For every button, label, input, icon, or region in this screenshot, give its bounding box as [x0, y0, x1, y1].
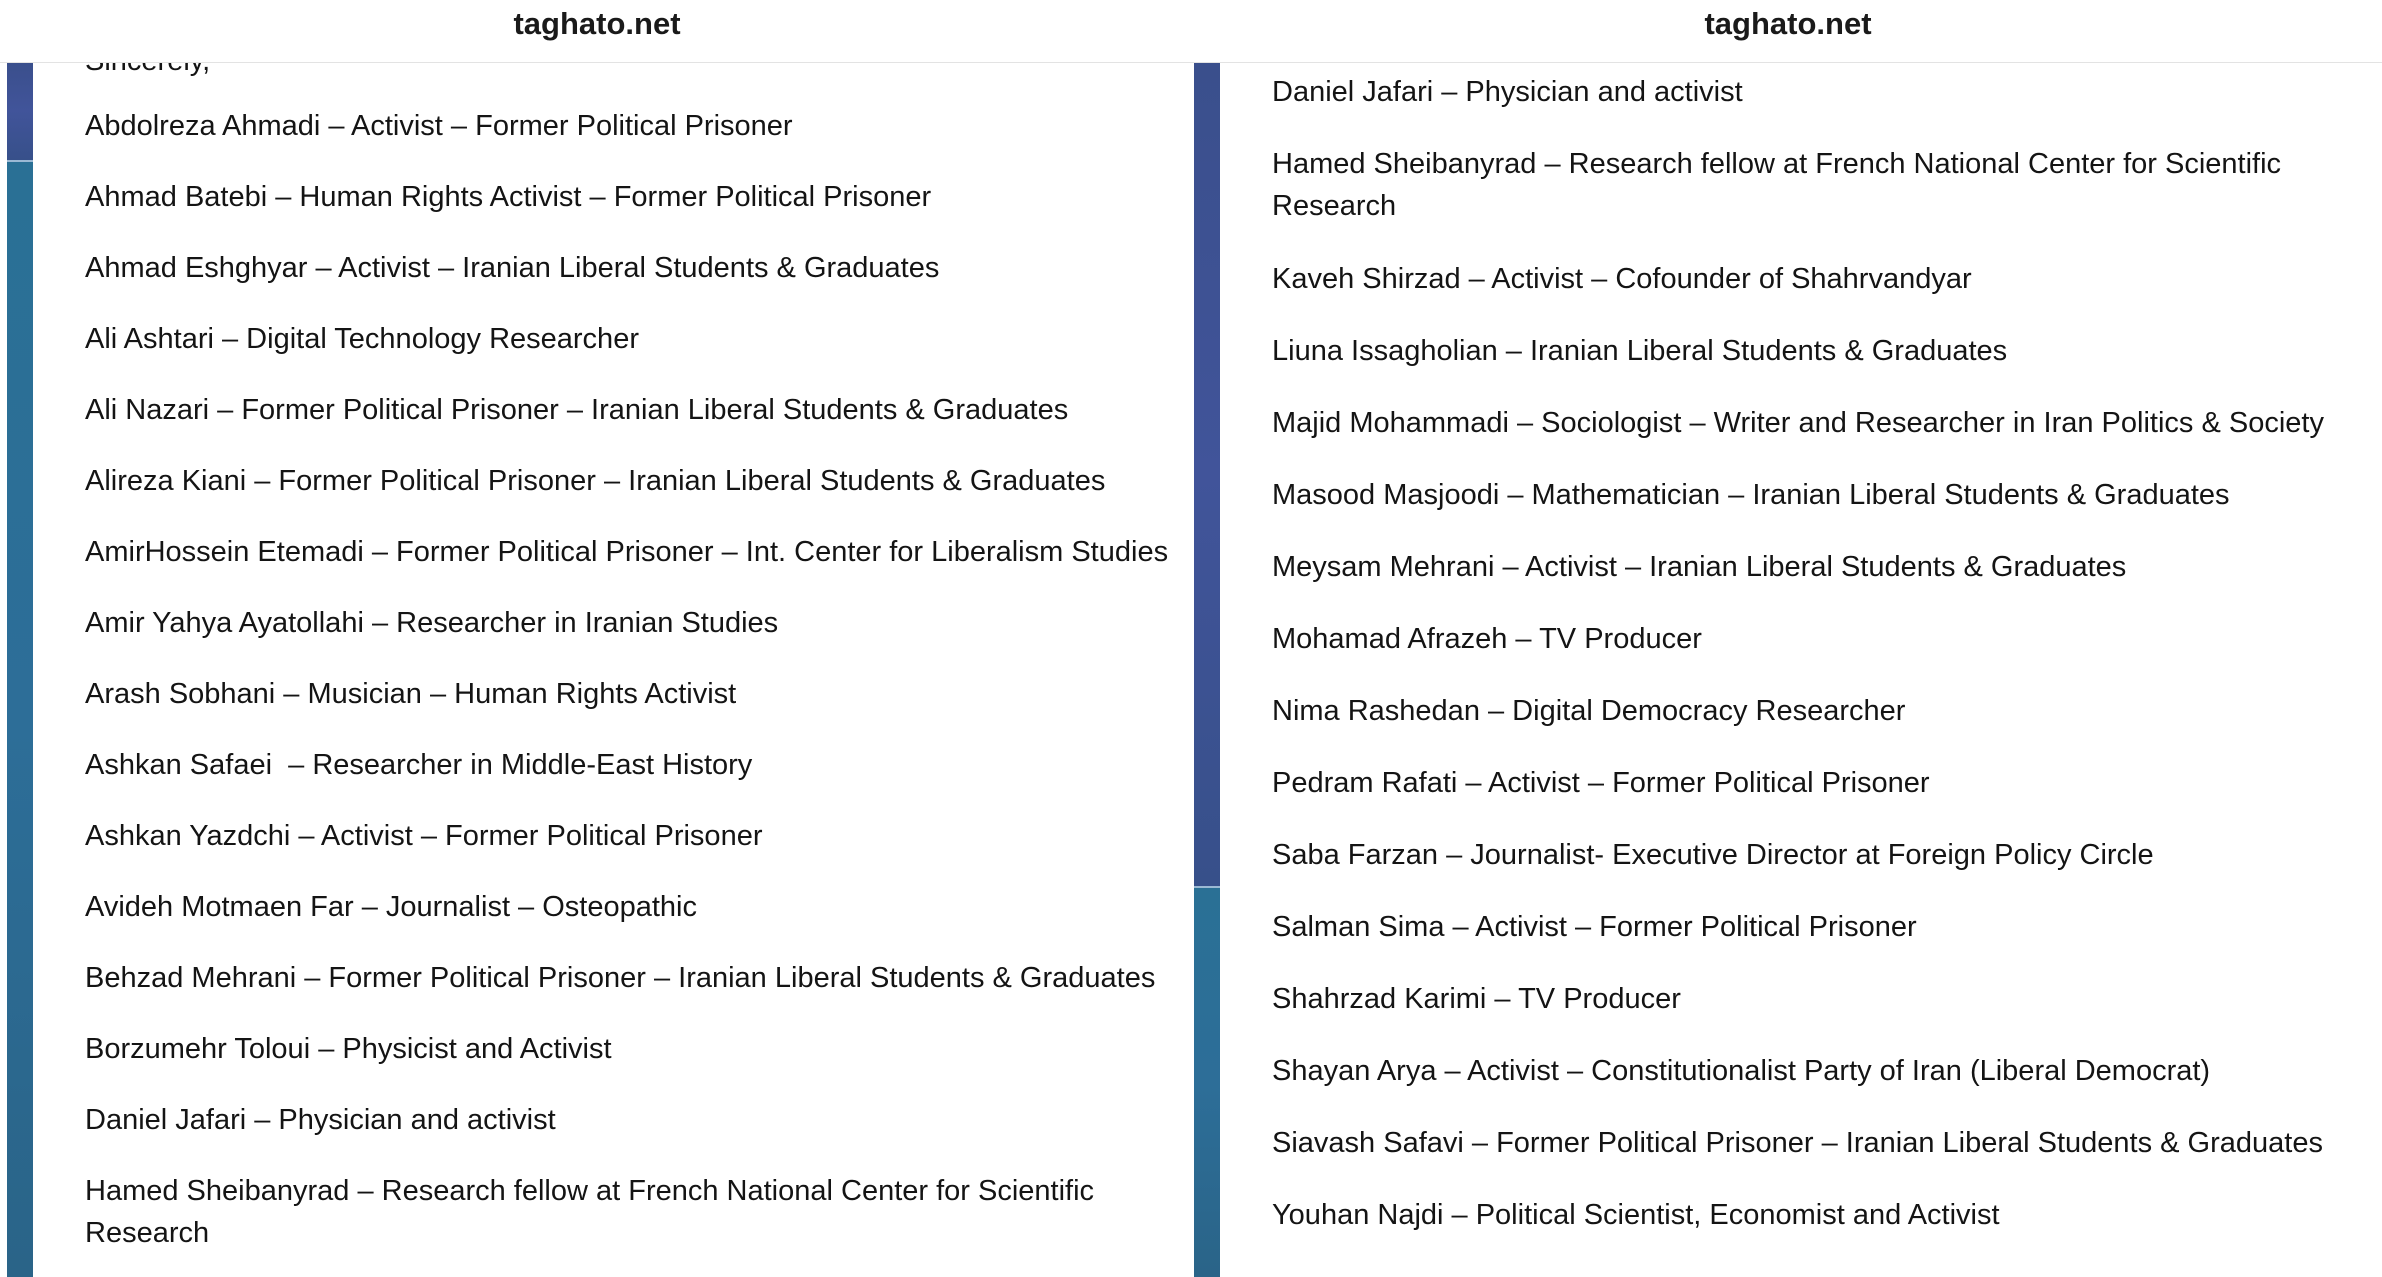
list-item: Daniel Jafari – Physician and activist: [85, 1104, 556, 1136]
list-item: Daniel Jafari – Physician and activist: [1272, 76, 1743, 108]
list-item: AmirHossein Etemadi – Former Political Prisoner – Int. Center for Liberalism Studies: [85, 536, 1169, 568]
list-item: Ahmad Eshghyar – Activist – Iranian Liberal Students & Graduates: [85, 252, 940, 284]
list-item: Ashkan Yazdchi – Activist – Former Political Prisoner: [85, 820, 763, 852]
list-item: Avideh Motmaen Far – Journalist – Osteopathic: [85, 891, 698, 923]
list-item: Ahmad Batebi – Human Rights Activist – Former Political Prisoner: [85, 181, 932, 213]
list-item: Ashkan Safaei – Researcher in Middle-East History: [85, 749, 753, 781]
list-item: Kaveh Shirzad – Activist – Cofounder of Shahrvandyar: [1272, 263, 1972, 295]
list-item: Siavash Safavi – Former Political Prisoner – Iranian Liberal Students & Graduates: [1272, 1127, 2323, 1159]
list-item: Ali Ashtari – Digital Technology Researcher: [85, 323, 639, 355]
list-item: Amir Yahya Ayatollahi – Researcher in Iranian Studies: [85, 607, 779, 639]
page-url: taghato.net: [1704, 6, 1872, 41]
list-item: Arash Sobhani – Musician – Human Rights Activist: [85, 678, 737, 710]
list-item: Alireza Kiani – Former Political Prisoner – Iranian Liberal Students & Graduates: [85, 465, 1106, 497]
list-item: Borzumehr Toloui – Physicist and Activist: [85, 1033, 612, 1065]
list-item: Hamed Sheibanyrad – Research fellow at French National Center for Scientific Research: [85, 1175, 1095, 1249]
left-signatory-list[interactable]: [0, 62, 1194, 1277]
list-item: Shahrzad Karimi – TV Producer: [1272, 983, 1681, 1015]
page-url: taghato.net: [513, 6, 681, 41]
list-item: Ali Nazari – Former Political Prisoner – Iranian Liberal Students & Graduates: [85, 394, 1069, 426]
address-bar[interactable]: [1194, 0, 2382, 63]
list-item: Youhan Najdi – Political Scientist, Economist and Activist: [1272, 1199, 2000, 1231]
list-item: Nima Rashedan – Digital Democracy Researcher: [1272, 695, 1906, 727]
list-item: Meysam Mehrani – Activist – Iranian Liberal Students & Graduates: [1272, 551, 2127, 583]
list-item: Saba Farzan – Journalist- Executive Director at Foreign Policy Circle: [1272, 839, 2154, 871]
list-item: Majid Mohammadi – Sociologist – Writer and Researcher in Iran Politics & Society: [1272, 407, 2324, 439]
list-item: Mohamad Afrazeh – TV Producer: [1272, 623, 1702, 655]
list-item: Salman Sima – Activist – Former Political Prisoner: [1272, 911, 1917, 943]
list-item: Pedram Rafati – Activist – Former Political Prisoner: [1272, 767, 1930, 799]
list-item: Hamed Sheibanyrad – Research fellow at French National Center for Scientific Research: [1272, 148, 2282, 222]
address-bar[interactable]: [0, 0, 1194, 63]
list-item: Shayan Arya – Activist – Constitutionalist Party of Iran (Liberal Democrat): [1272, 1055, 2211, 1087]
list-item: Behzad Mehrani – Former Political Prisoner – Iranian Liberal Students & Graduates: [85, 962, 1156, 994]
right-page-screenshot: [1194, 0, 2382, 1277]
right-signatory-list[interactable]: [1194, 62, 2382, 1277]
list-item: Abdolreza Ahmadi – Activist – Former Political Prisoner: [85, 110, 793, 142]
list-item: Masood Masjoodi – Mathematician – Iranian Liberal Students & Graduates: [1272, 479, 2230, 511]
list-item: Liuna Issagholian – Iranian Liberal Students & Graduates: [1272, 335, 2008, 367]
